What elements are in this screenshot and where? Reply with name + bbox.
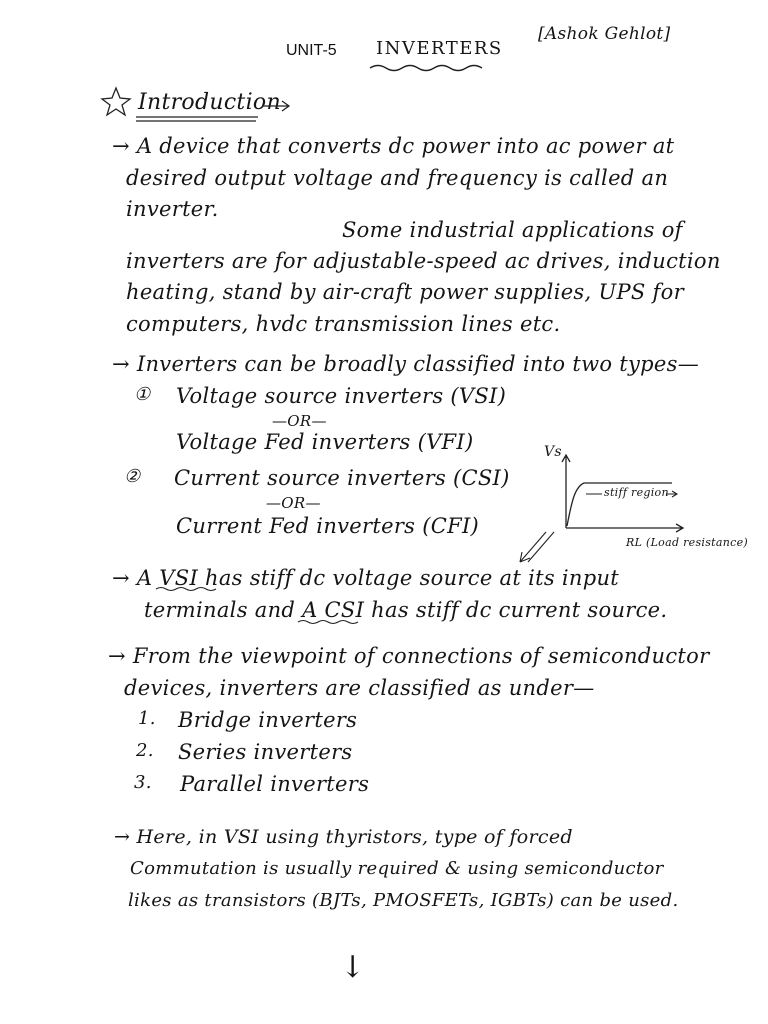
type-name: Current source inverters (CSI) [174,466,510,490]
list-number: 1. [138,708,156,729]
classification-intro: → Inverters can be broadly classified into two types— [112,352,700,376]
unit-label: UNIT-5 [286,42,337,59]
type-number: ② [124,466,141,487]
list-item: Series inverters [178,740,353,764]
type-number: ① [134,384,151,405]
note-line: → Here, in VSI using thyristors, type of forced [114,826,573,848]
graph-x-label: RL (Load resistance) [626,536,748,549]
or-separator: —OR— [272,412,327,430]
graph-y-label: Vs [544,444,562,460]
list-item: Parallel inverters [180,772,370,796]
applications-line: Some industrial applications of [342,218,683,242]
type-alt-name: Voltage Fed inverters (VFI) [176,430,474,454]
connections-intro: → From the viewpoint of connections of semiconductor [108,644,710,668]
definition-line: → A device that converts dc power into ac power at [112,134,675,158]
author-name: [Ashok Gehlot] [538,24,671,44]
note-line: likes as transistors (BJTs, PMOSFETs, IGBTs) can be used. [128,890,679,911]
stiff-note-line: → A VSI has stiff dc voltage source at its input [112,566,620,590]
list-number: 2. [136,740,154,761]
definition-line: inverter. [126,197,219,221]
graph-region-label: stiff region [604,486,669,499]
section-heading: Introduction [138,90,281,115]
applications-line: computers, hvdc transmission lines etc. [126,312,561,336]
type-name: Voltage source inverters (VSI) [176,384,507,408]
or-separator: —OR— [266,494,321,512]
note-line: Commutation is usually required & using semiconductor [130,858,664,879]
applications-line: heating, stand by air-craft power supplies, UPS for [126,280,684,304]
definition-line: desired output voltage and frequency is called an [126,166,669,190]
list-number: 3. [134,772,152,793]
continue-arrow-icon: ↓ [340,950,366,985]
page-title: INVERTERS [376,38,503,59]
list-item: Bridge inverters [178,708,358,732]
stiff-note-line: terminals and A CSI has stiff dc current source. [144,598,668,622]
connections-intro: devices, inverters are classified as under— [124,676,595,700]
applications-line: inverters are for adjustable-speed ac drives, induction [126,249,721,273]
type-alt-name: Current Fed inverters (CFI) [176,514,480,538]
